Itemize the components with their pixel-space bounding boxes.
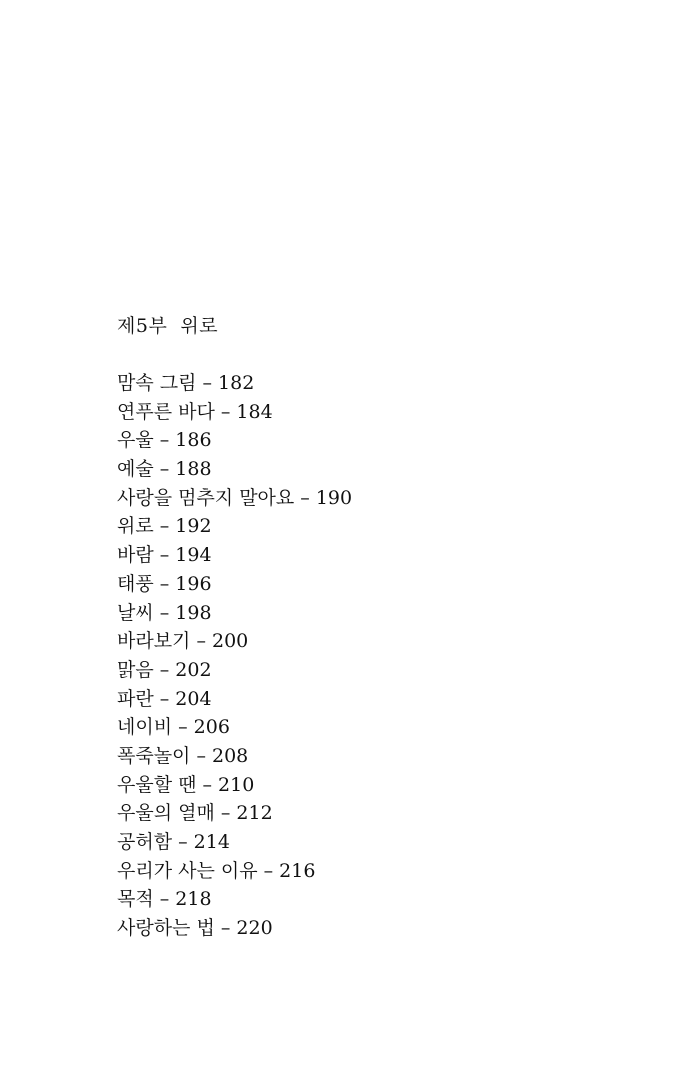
table-of-contents	[117, 369, 352, 943]
toc-entry: 사랑하는 법 – 220	[117, 917, 273, 940]
toc-entry: 공허함 – 214	[117, 831, 230, 853]
toc-entry: 예술 – 188	[117, 458, 212, 481]
toc-entry: 바라보기 – 200	[117, 630, 249, 653]
toc-entry: 맘속 그림 – 182	[117, 372, 255, 394]
toc-entry: 우울 – 186	[117, 429, 212, 452]
toc-entry: 날씨 – 198	[117, 601, 212, 624]
toc-entry: 목적 – 218	[117, 888, 212, 911]
part-heading: 제5부 위로	[117, 315, 219, 337]
toc-entry: 폭죽놀이 – 208	[117, 744, 249, 767]
toc-entry: 우울의 열매 – 212	[117, 802, 273, 825]
toc-entry: 위로 – 192	[117, 515, 212, 538]
toc-entry: 우리가 사는 이유 – 216	[117, 859, 316, 882]
toc-entry: 바람 – 194	[117, 544, 212, 567]
toc-entry: 연푸른 바다 – 184	[117, 400, 273, 423]
toc-entry: 맑음 – 202	[117, 658, 212, 681]
toc-entry: 네이비 – 206	[117, 716, 230, 739]
toc-entry: 파란 – 204	[117, 687, 212, 710]
toc-entry: 사랑을 멈추지 말아요 – 190	[117, 486, 353, 509]
toc-entry: 우울할 땐 – 210	[117, 773, 255, 796]
toc-entry: 태풍 – 196	[117, 572, 212, 595]
